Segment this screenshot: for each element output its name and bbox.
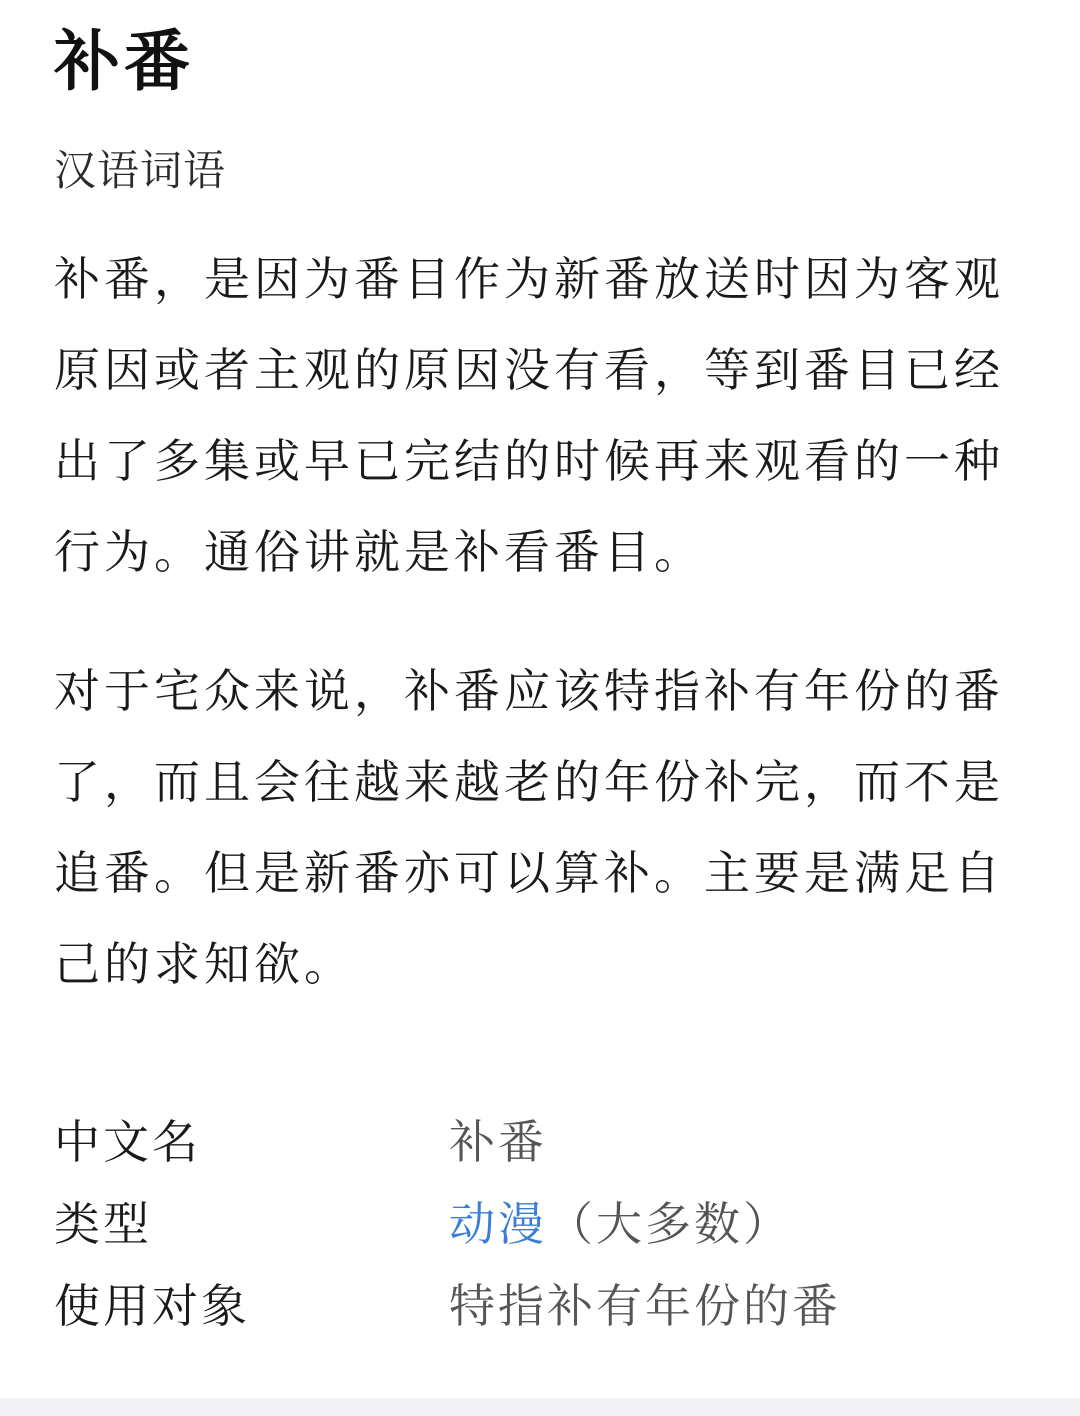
page-title: 补番	[54, 23, 194, 100]
description-paragraph: 对于宅众来说，补番应该特指补有年份的番了，而且会往越来越老的年份补完，而不是追番。但是新番亦可以算补。主要是满足自己的求知欲。	[54, 664, 1004, 991]
description-paragraph: 补番，是因为番目作为新番放送时因为客观原因或者主观的原因没有看，等到番目已经出了多集或早已完结的时候再来观看的一种行为。通俗讲就是补看番目。	[54, 252, 1004, 579]
page-subtitle: 汉语词语	[54, 146, 227, 195]
info-box	[54, 1098, 1034, 1344]
info-row-usage-target	[54, 1262, 1034, 1344]
info-value: 补番	[449, 1115, 547, 1169]
info-value: 特指补有年份的番	[449, 1279, 841, 1333]
info-label: 中文名	[54, 1115, 201, 1169]
info-row-type	[54, 1180, 1034, 1262]
type-suffix: （大多数）	[547, 1197, 792, 1251]
type-link[interactable]: 动漫	[449, 1197, 547, 1251]
info-value	[449, 1188, 792, 1254]
bottom-divider	[0, 1398, 1080, 1416]
info-label: 使用对象	[54, 1279, 250, 1333]
info-row-chinese-name	[54, 1098, 1034, 1180]
info-label: 类型	[54, 1197, 152, 1251]
